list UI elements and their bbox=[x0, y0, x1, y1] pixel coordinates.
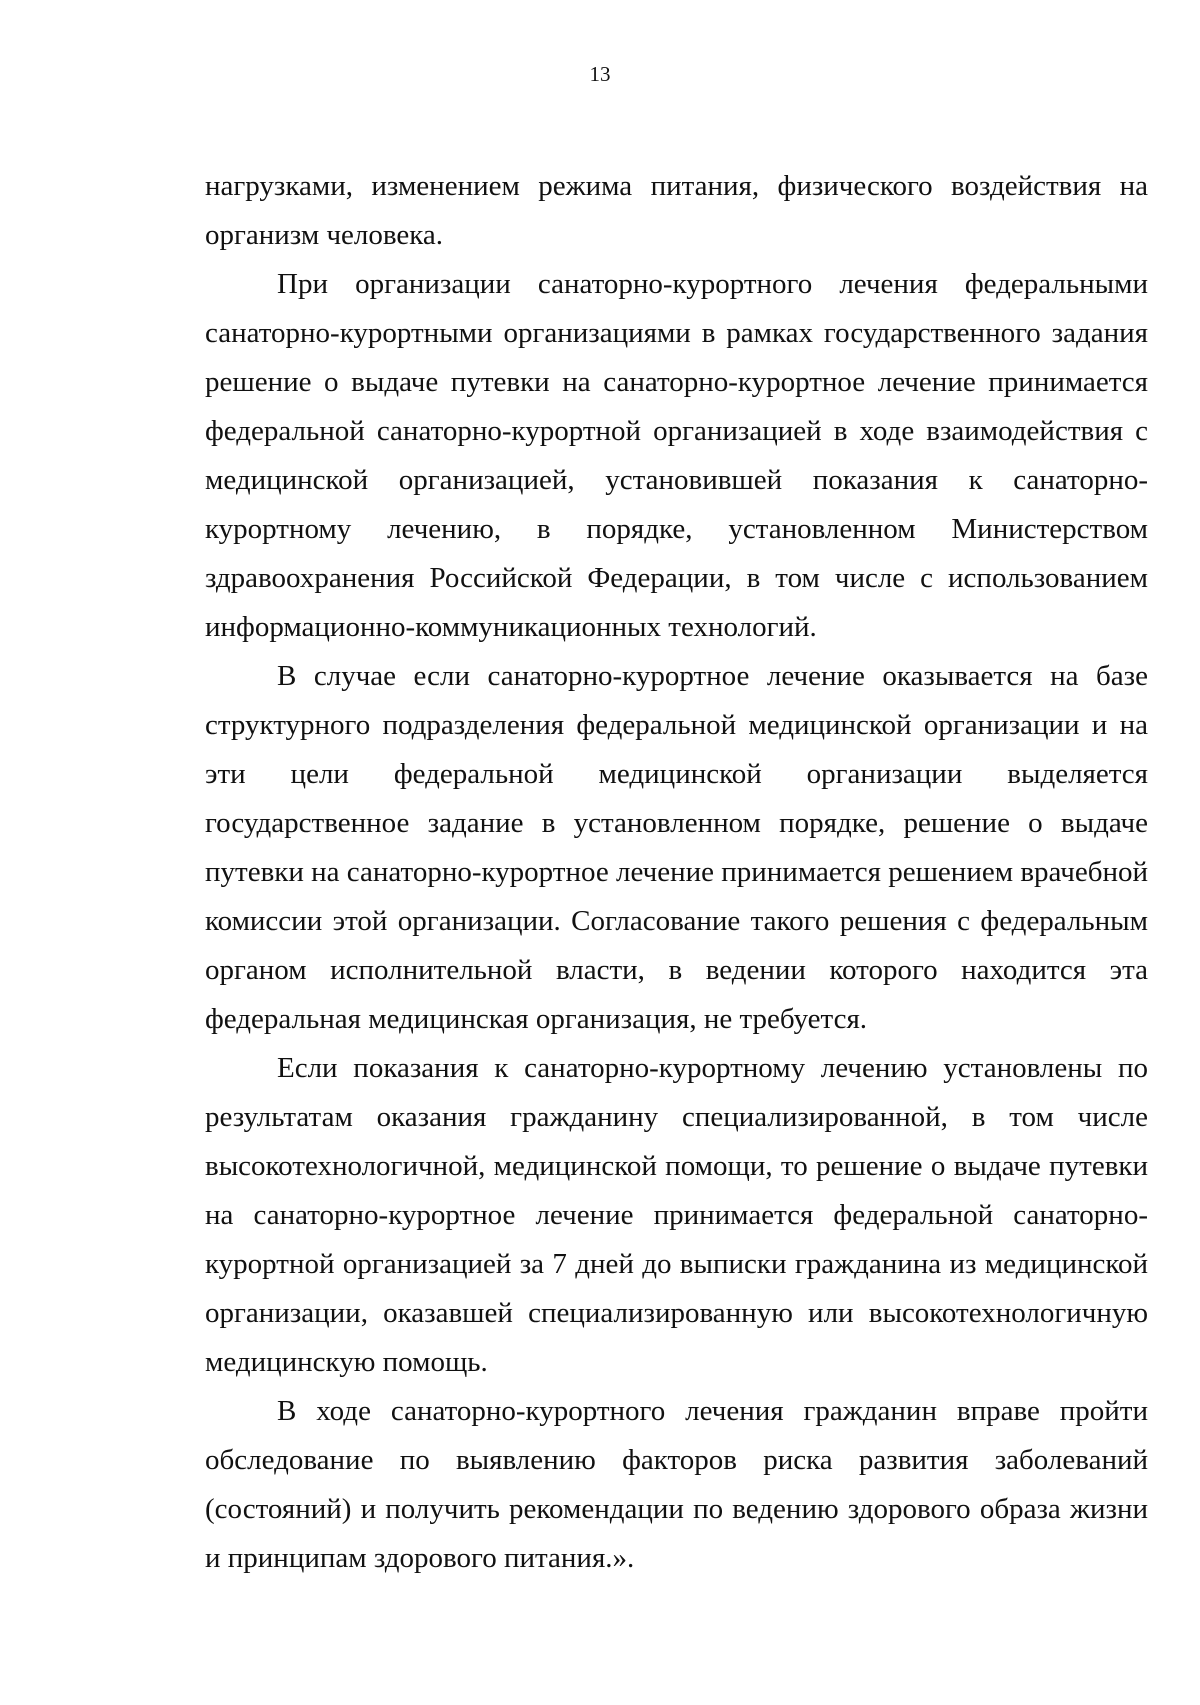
page-number: 13 bbox=[589, 62, 611, 86]
paragraph-continuation: нагрузками, изменением режима питания, физического воздействия на организм человека. bbox=[205, 170, 1148, 251]
document-body bbox=[205, 162, 1148, 1583]
paragraph: В ходе санаторно-курортного лечения гражданин вправе пройти обследование по выявлению факторов риска развития заболеваний (состояний) и получить рекомендации по ведению здорового образа жизни и принципам здорового питания.». bbox=[205, 1395, 1148, 1574]
paragraph: В случае если санаторно-курортное лечение оказывается на базе структурного подразделения федеральной медицинской организации и на эти цели федеральной медицинской организации выделяется государственное задание в установленном порядке, решение о выдаче путевки на санаторно-курортное лечение принимается решением врачебной комиссии этой организации. Согласование такого решения с федеральным органом исполнительной власти, в ведении которого находится эта федеральная медицинская организация, не требуется. bbox=[205, 660, 1148, 1035]
paragraph: Если показания к санаторно-курортному лечению установлены по результатам оказания гражданину специализированной, в том числе высокотехнологичной, медицинской помощи, то решение о выдаче путевки на санаторно-курортное лечение принимается федеральной санаторно-курортной организацией за 7 дней до выписки гражданина из медицинской организации, оказавшей специализированную или высокотехнологичную медицинскую помощь. bbox=[205, 1052, 1148, 1378]
paragraph: При организации санаторно-курортного лечения федеральными санаторно-курортными организациями в рамках государственного задания решение о выдаче путевки на санаторно-курортное лечение принимается федеральной санаторно-курортной организацией в ходе взаимодействия с медицинской организацией, установившей показания к санаторно-курортному лечению, в порядке, установленном Министерством здравоохранения Российской Федерации, в том числе с использованием информационно-коммуникационных технологий. bbox=[205, 268, 1148, 643]
